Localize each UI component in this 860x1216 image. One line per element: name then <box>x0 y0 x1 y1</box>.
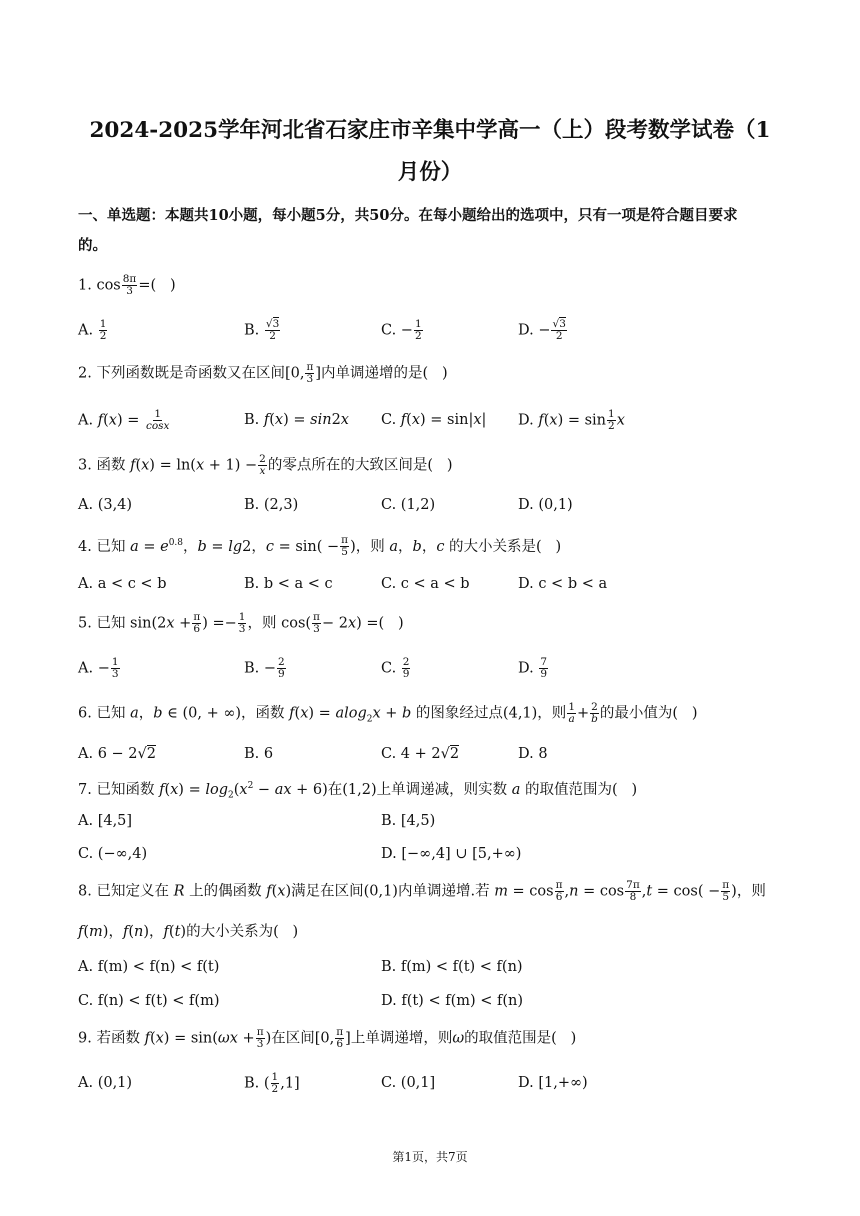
q6-option-a: A. 6 − 2√2 <box>78 746 156 762</box>
question-9-stem: 9. 若函数 f(x) = sin(ωx + $\frac{\pi}{3}$ )在区间[0, $\frac{\pi}{6}$ ]上单调递增，则ω的取值范围是( ) <box>78 1026 577 1050</box>
q9-option-d: D. [1,+∞) <box>518 1075 588 1091</box>
question-6-stem: 6. 已知 a，b ∈ (0, + ∞)，函数 f(x) = alog$_2$x + b 的图象经过点(4,1)，则 $\frac{1}{a}$ + $\frac{2}{b}$ 的最小值为( ) <box>78 701 698 725</box>
q4-option-a: A. a < c < b <box>78 576 167 592</box>
q6-option-b: B. 6 <box>244 746 274 762</box>
q8-option-c: C. f(n) < f(t) < f(m) <box>78 993 220 1009</box>
q7-option-d: D. [−∞,4] ∪ [5,+∞) <box>381 846 522 862</box>
q9-option-a: A. (0,1) <box>78 1075 133 1091</box>
q3-option-c: C. (1,2) <box>381 497 436 513</box>
q3-option-d: D. (0,1) <box>518 497 573 513</box>
q3-option-a: A. (3,4) <box>78 497 133 513</box>
q9-option-c: C. (0,1] <box>381 1075 436 1091</box>
q5-option-b: B. − $\frac{2}{9}$ <box>244 656 285 680</box>
q5-option-c: C. $\frac{2}{9}$ <box>381 656 410 680</box>
question-3-stem: 3. 函数 f(x) = ln(x + 1) − $\frac{2}{x}$ 的零点所在的大致区间是( ) <box>78 453 453 477</box>
q9-option-b: B. ( $\frac{1}{2}$ ,1] <box>244 1071 300 1095</box>
q1-option-a: A. $\frac{1}{2}$ <box>78 318 107 342</box>
page-title-line1: 2024-2025学年河北省石家庄市辛集中学高一（上）段考数学试卷（1 <box>89 118 771 143</box>
q7-option-b: B. [4,5) <box>381 813 436 829</box>
q8-option-b: B. f(m) < f(t) < f(n) <box>381 959 523 975</box>
q7-option-c: C. (−∞,4) <box>78 846 148 862</box>
section-heading-cont: 的。 <box>78 237 107 254</box>
question-7-stem: 7. 已知函数 $f(x) = \log_2(x^2$ − ax + 6)在(1,2)上单调递减，则实数 a 的取值范围为( ) <box>78 781 638 801</box>
q6-option-d: D. 8 <box>518 746 548 762</box>
q8-option-d: D. f(t) < f(m) < f(n) <box>381 993 524 1009</box>
page-title-line2: 月份） <box>397 160 463 185</box>
q4-option-c: C. c < a < b <box>381 576 470 592</box>
question-8-stem: 8. 已知定义在 R 上的偶函数 f(x)满足在区间(0,1)内单调递增.若 m = cos $\frac{\pi}{6}$ ,n = cos $\frac{7\pi}{8}$ ,t = cos( − $\frac{\pi}{5}$ )，则 <box>78 879 766 903</box>
page-footer: 第1页，共7页 <box>392 1150 468 1164</box>
question-2-stem: 2. 下列函数既是奇函数又在区间[0, $\frac{\pi}{3}$ ]内单调递增的是( ) <box>78 361 448 385</box>
q8-option-a: A. f(m) < f(n) < f(t) <box>78 959 220 975</box>
q1-option-d: D. − $\frac{√3}{2}$ <box>518 318 566 342</box>
section-heading: 一、单选题：本题共10小题，每小题5分，共50分。在每小题给出的选项中，只有一项是符合题目要求 <box>78 207 738 224</box>
q5-option-d: D. $\frac{7}{9}$ <box>518 656 548 680</box>
question-1-stem: 1. cos $\frac{8\pi}{3}$ =( ) <box>78 273 176 297</box>
q1-option-c: C. − $\frac{1}{2}$ <box>381 318 422 342</box>
q2-option-d: D. f(x) = sin $\frac{1}{2}$ x <box>518 408 625 432</box>
q2-option-c: C. f(x) = sin|x| <box>381 412 487 428</box>
question-5-stem: 5. 已知 sin(2x + $\frac{\pi}{6}$ ) =− $\frac{1}{3}$ ，则 cos( $\frac{\pi}{3}$ − 2x) =( ) <box>78 611 404 635</box>
q5-option-a: A. − $\frac{1}{3}$ <box>78 656 119 680</box>
question-8-stem-cont: f(m)，f(n)，f(t)的大小关系为( ) <box>78 924 299 940</box>
q1-option-b: B. $\frac{√3}{2}$ <box>244 318 280 342</box>
question-4-stem: 4. 已知 $a = e^{0.8}$，b = lg2，c = sin( − $\frac{\pi}{5}$ )，则 a，b，c 的大小关系是( ) <box>78 534 562 559</box>
q4-option-b: B. b < a < c <box>244 576 333 592</box>
q2-option-a: A. f(x) = $\frac{1}{\cos x}$ <box>78 408 170 432</box>
q4-option-d: D. c < b < a <box>518 576 608 592</box>
q6-option-c: C. 4 + 2√2 <box>381 746 460 762</box>
q2-option-b: B. f(x) = sin2x <box>244 412 349 428</box>
q7-option-a: A. [4,5] <box>78 813 133 829</box>
q3-option-b: B. (2,3) <box>244 497 299 513</box>
